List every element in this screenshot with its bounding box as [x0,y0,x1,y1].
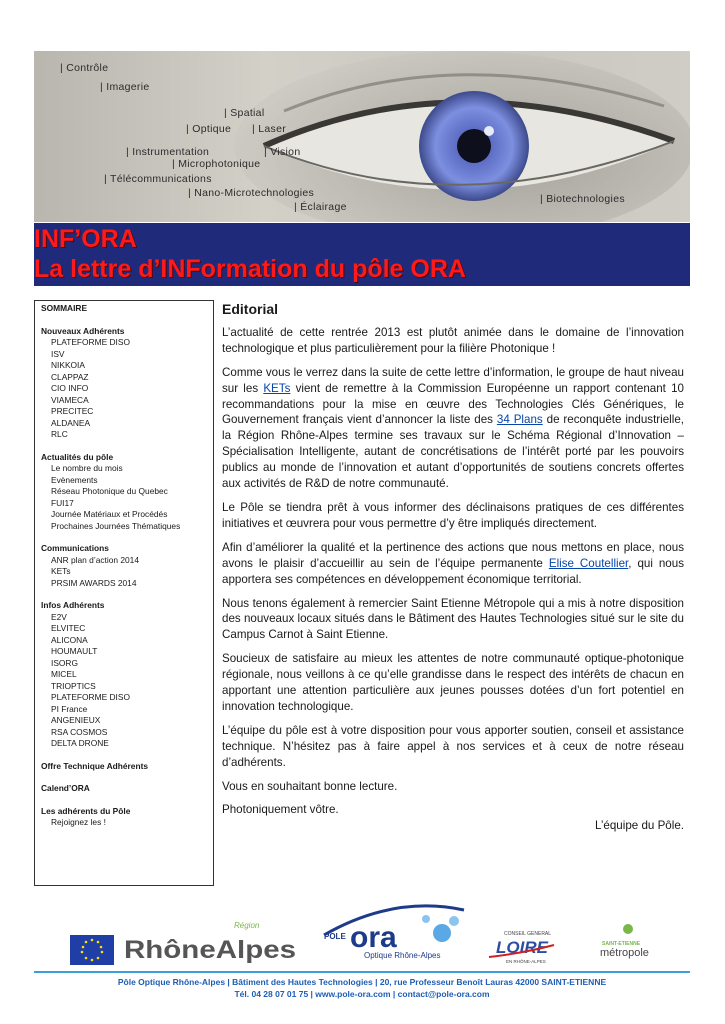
section-title[interactable]: Offre Technique Adhérents [41,760,149,771]
paragraph: Photoniquement vôtre. [222,803,339,817]
sommaire-sidebar [34,300,214,886]
paragraph: Le Pôle se tiendra prêt à vous informer des déclinaisons pratiques de ces différentes initiatives et œuvrera pour vous permettre d’y être impliqués directement. [222,500,684,530]
sidebar-link[interactable]: PRSIM AWARDS 2014 [51,577,137,588]
newsletter-subtitle: La lettre d’INFormation du pôle ORA [34,255,466,283]
sidebar-link[interactable]: HOUMAULT [51,646,98,656]
keyword-nano-microtechnologies: | Nano-Microtechnologies [188,187,315,199]
sidebar-link[interactable]: PLATEFORME DISO [51,692,130,702]
keyword-instrumentation: | Instrumentation [126,146,210,158]
sommaire-title: SOMMAIRE [41,303,88,313]
sidebar-link[interactable]: DELTA DRONE [51,738,109,748]
section-title[interactable]: Actualités du pôle [41,451,114,462]
sidebar-link[interactable]: CLAPPAZ [51,371,89,382]
section-title[interactable]: Infos Adhérents [41,600,105,610]
sidebar-link[interactable]: RSA COSMOS [51,726,108,737]
sidebar-link[interactable]: RLC [51,429,68,439]
sidebar-link[interactable]: PLATEFORME DISO [51,337,130,347]
keyword-vision: | Vision [264,146,301,158]
footer [34,976,690,1000]
keyword-optique: | Optique [186,123,232,135]
keyword-microphotonique: | Microphotonique [172,158,261,170]
sidebar-link[interactable]: ANGENIEUX [51,715,101,725]
section-title[interactable]: Calend’ORA [41,783,90,793]
paragraph: Nous tenons également à remercier Saint Etienne Métropole qui a mis à notre disposition des nouveaux locaux situés dans le Bâtiment des Hautes Technologies situé sur le site du Campus Carnot à Saint Etienne. [222,596,684,642]
keyword-biotechnologies: | Biotechnologies [540,193,625,205]
sidebar-link[interactable]: Réseau Photonique du Quebec [51,486,168,496]
svg-text:EN RHÔNE-ALPES: EN RHÔNE-ALPES [506,959,546,964]
section-title[interactable]: Les adhérents du Pôle [41,805,131,816]
editorial-heading: Editorial [222,301,279,317]
svg-text:métropole: métropole [600,947,649,959]
kets-link[interactable]: KETs [263,381,291,395]
svg-text:LOIRE: LOIRE [496,938,548,957]
keyword-controle: | Contrôle [60,62,109,74]
sidebar-link[interactable]: E2V [51,611,67,622]
svg-text:POLE: POLE [324,932,346,941]
sidebar-link[interactable]: Journée Matériaux et Procédés [51,509,168,519]
keyword-laser: | Laser [252,123,287,135]
sidebar-link[interactable]: KETs [51,566,71,576]
sidebar-link[interactable]: ELVITEC [51,623,86,633]
paragraph: Comme vous le verrez dans la suite de cette lettre d’information, le groupe de haut niveau sur les KETs vient de remettre à la Commission Européenne un rapport contenant 10 recommandations pour la mise en œuvre des Technologies Clés Génériques, le Gouvernement français vient d’annoncer la liste des 34 Plans de reconquête industrielle, la Région Rhône-Alpes termine ses travaux sur le Schéma Régional d’Innovation – Spécialisation Intelligente, autant de concrétisations de l’intérêt porté par les pouvoirs publics au monde de l’innovation et autant d’opportunités de soutiens concrets offertes aux activités de R&D de notre communauté. [222,365,684,491]
header-banner [34,51,690,222]
sidebar-link[interactable]: CIO INFO [51,383,89,393]
svg-text:ora: ora [350,921,397,954]
sidebar-link[interactable]: ISORG [51,657,78,668]
footer-contact[interactable]: Tél. 04 28 07 01 75 | www.pole-ora.com | contact@pole-ora.com [234,989,490,999]
keyword-imagerie: | Imagerie [100,81,150,93]
keyword-telecommunications: | Télécommunications [104,173,212,185]
elise-coutellier-link[interactable]: Elise Coutellier [548,556,629,570]
paragraph: Afin d’améliorer la qualité et la pertinence des actions que nous mettons en place, nous avons le plaisir d’accueillir au sein de l’équipe permanente Elise Coutellier, qui nous apportera ses compétences en développement économique territorial. [222,540,685,586]
sidebar-link[interactable]: Le nombre du mois [51,463,123,473]
newsletter-title: INF’ORA [34,225,137,253]
paragraph: L’actualité de cette rentrée 2013 est plutôt animée dans le domaine de l’innovation technologique et plus particulièrement pour la filière Photonique ! [222,325,684,355]
section-title[interactable]: Nouveaux Adhérents [41,325,125,336]
keyword-eclairage: | Éclairage [294,201,347,213]
sidebar-link[interactable]: VIAMECA [51,394,89,405]
sidebar-link[interactable]: Rejoignez les ! [51,817,106,827]
sidebar-link[interactable]: ALDANEA [51,417,91,428]
sidebar-link[interactable]: PI France [51,703,88,714]
pole-ora-logo [324,906,464,960]
sidebar-link[interactable]: MICEL [51,669,77,679]
sidebar-link[interactable]: Evènements [51,474,98,485]
sidebar-link[interactable]: FUI17 [51,497,74,508]
paragraph: Vous en souhaitant bonne lecture. [222,779,398,793]
loire-logo [489,931,554,964]
paragraph: Soucieux de satisfaire au mieux les attentes de notre communauté optique-photonique régionale, nous veillons à ce qu’elle grandisse dans le respect des intérêts de chacun en apportant une attention particulière aux jeunes pousses dotées d’un fort potentiel en innovation technologique. [222,652,684,713]
sidebar-link[interactable]: NIKKOIA [51,360,85,370]
sidebar-link[interactable]: PRECITEC [51,406,94,416]
svg-text:Région: Région [234,921,260,930]
footer-address: Pôle Optique Rhône-Alpes | Bâtiment des Hautes Technologies | 20, rue Professeur Benoît Lauras 42000 SAINT-ETIENNE [117,977,607,987]
sidebar-link[interactable]: ANR plan d’action 2014 [51,554,139,565]
eu-flag-logo [70,935,114,965]
newsletter-title-bar [34,223,690,286]
section-title[interactable]: Communications [41,543,109,553]
34-plans-link[interactable]: 34 Plans [496,413,543,427]
saint-etienne-metropole-logo [600,924,649,959]
rhone-alpes-logo [124,921,296,964]
partner-logos [34,895,690,970]
footer-divider [34,971,690,973]
editorial-article [222,300,684,842]
svg-text:SAINT-ETIENNE: SAINT-ETIENNE [602,941,641,947]
sidebar-link[interactable]: ALICONA [51,634,88,645]
paragraph: L’équipe du pôle est à votre disposition pour vous apporter soutien, conseil et assistance technique. N’hésitez pas à faire appel à nos services et à ceux de notre réseau d’adhérents. [222,723,684,769]
sidebar-link[interactable]: TRIOPTICS [51,680,96,691]
sidebar-link[interactable]: ISV [51,348,65,359]
signoff: L’équipe du Pôle. [595,819,684,833]
svg-text:RhôneAlpes: RhôneAlpes [124,936,296,964]
keyword-spatial: | Spatial [224,107,265,119]
svg-text:Optique Rhône-Alpes: Optique Rhône-Alpes [364,951,441,960]
sidebar-link[interactable]: Prochaines Journées Thématiques [51,520,181,531]
logos-svg [34,895,690,970]
svg-text:CONSEIL GENERAL: CONSEIL GENERAL [504,931,552,937]
